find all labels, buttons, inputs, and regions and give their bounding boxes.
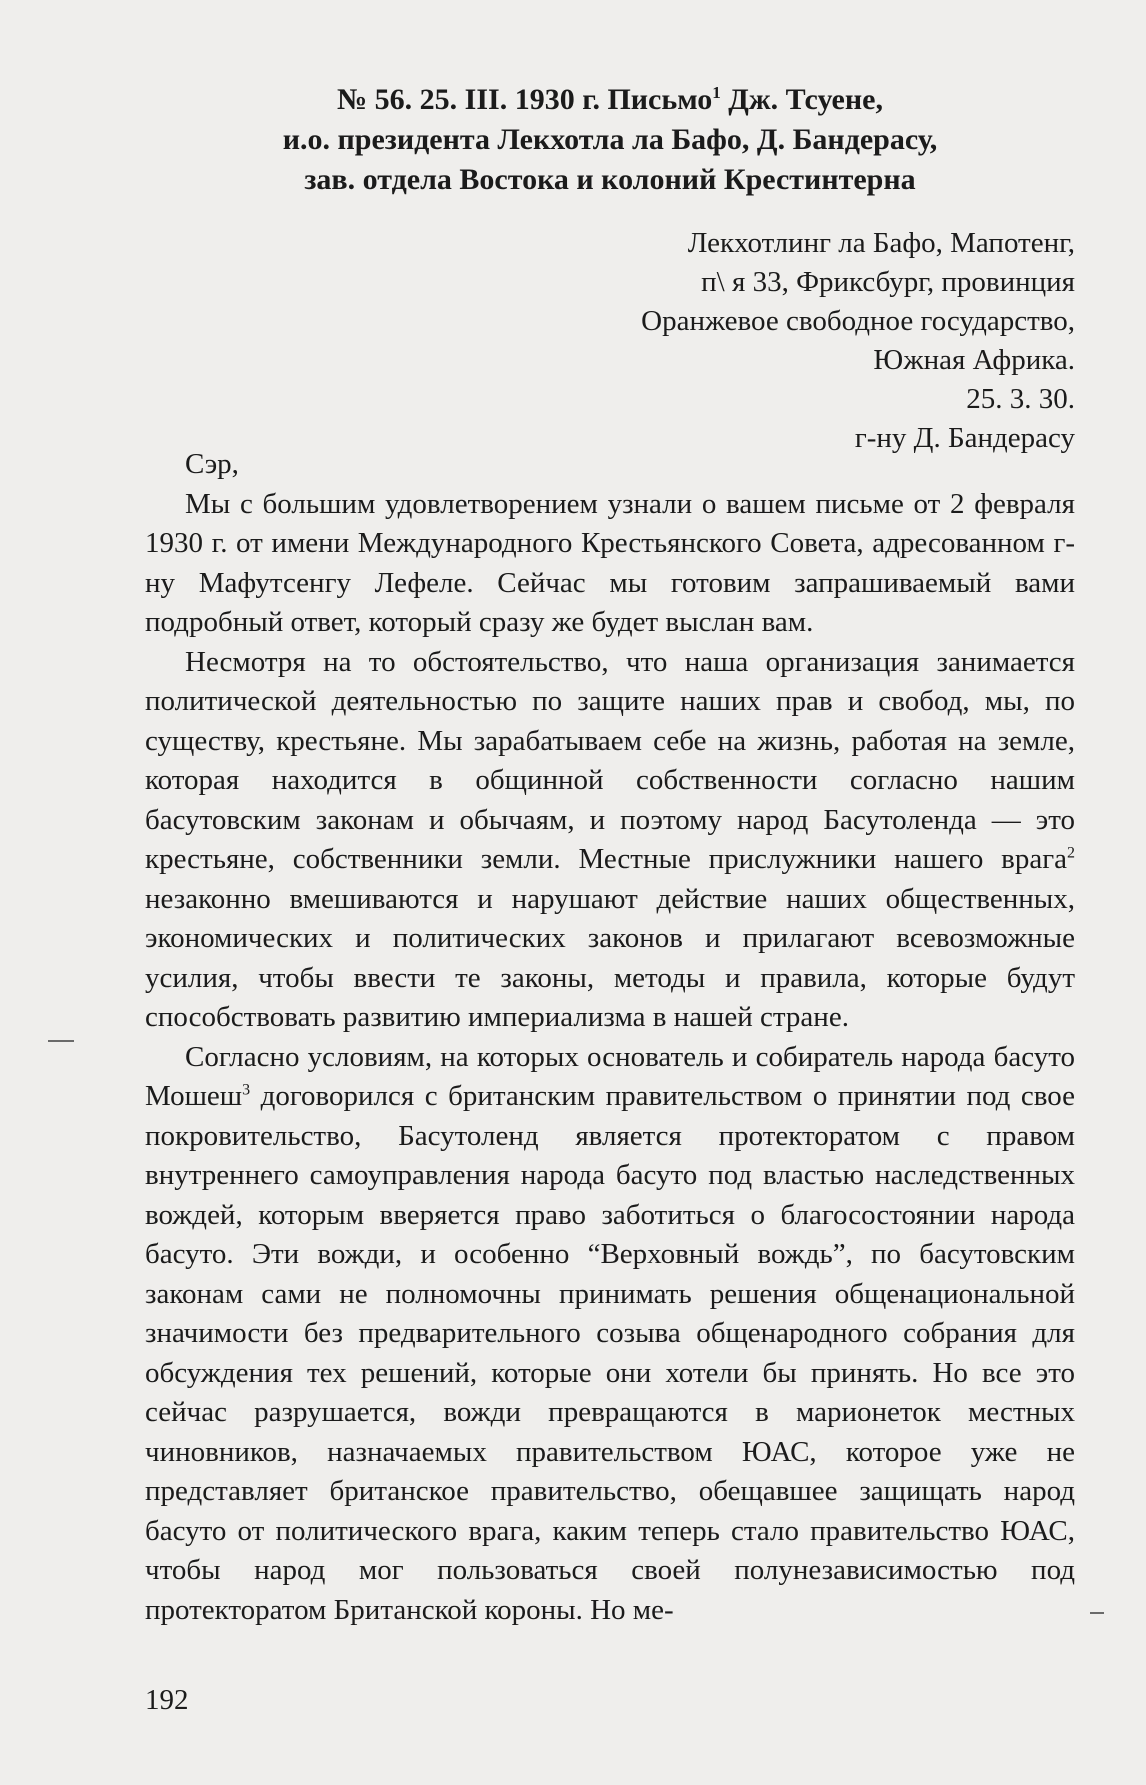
letter-recipient: г-ну Д. Бандерасу [854, 422, 1075, 454]
heading-line-1-text: № 56. 25. III. 1930 г. Письмо [337, 83, 713, 116]
paragraph-2 [145, 643, 1075, 1038]
footnote-ref-3: 3 [242, 1081, 251, 1099]
paragraph-2-text-b: незаконно вмешиваются и нарушают действие наших общественных, экономических и политических законов и прилагают всевозможные усилия, чтобы ввести те законы, методы и правила, которые будут способствовать развитию империализма в нашей стране. [145, 882, 1075, 1033]
salutation: Сэр, [185, 448, 239, 480]
margin-mark [48, 1040, 74, 1042]
footnote-ref-1: 1 [712, 83, 721, 102]
paragraph-3-text-b: договорился с британским правительством о принятии под свое покровительство, Басутоленд является протекторатом с правом внутреннего самоуправления народа басуто под властью наследственных вождей, которым вверяется право заботиться о благосостоянии народа басуто. Эти вожди, и особенно “Верховный вождь”, по басутовским законам сами не полномочны принимать решения общенациональной значимости без предварительного созыва общенародного собрания для обсуждения тех решений, которые они хотели бы принять. Но все это сейчас разрушается, вожди превращаются в марионеток местных чиновников, назначаемых правительством ЮАС, которое уже не представляет британское правительство, обещавшее защищать народ басуто от политического врага, каким теперь стало правительство ЮАС, чтобы народ мог пользоваться своей полунезависимостью под протекторатом Британской короны. Но ме- [145, 1080, 1075, 1626]
page-number: 192 [145, 1684, 189, 1716]
letter-address-block [460, 224, 1075, 458]
address-line: Лекхотлинг ла Бафо, Мапотенг, [687, 227, 1075, 259]
margin-mark [1090, 1612, 1104, 1614]
address-line: Оранжевое свободное государство, [641, 305, 1075, 337]
paragraph-2-text-a: Несмотря на то обстоятельство, что наша организация занимается политической деятельностью по защите наших прав и свобод, мы, по существу, крестьяне. Мы зарабатываем себе на жизнь, работая на земле, которая находится в общинной собственности согласно нашим басутовским законам и обычаям, и поэтому народ Басутоленда — это крестьяне, собственники земли. Местные прислужники нашего врага [145, 645, 1075, 875]
heading-line-2: и.о. президента Лекхотла ла Бафо, Д. Бандерасу, [282, 123, 938, 156]
paragraph-3 [145, 1038, 1075, 1631]
paragraph-1: Мы с большим удовлетворением узнали о вашем письме от 2 февраля 1930 г. от имени Международного Крестьянского Совета, адресованном г-ну Мафутсенгу Лефеле. Сейчас мы готовим запрашиваемый вами подробный ответ, который сразу же будет выслан вам. [145, 487, 1075, 638]
document-heading [200, 80, 1020, 200]
paragraph-3-text-a: Согласно условиям, на которых основатель и собиратель народа басуто Мошеш [145, 1040, 1075, 1112]
address-line: Южная Африка. [873, 344, 1075, 376]
letter-date: 25. 3. 30. [966, 383, 1075, 415]
heading-line-3: зав. отдела Востока и колоний Крестинтерна [304, 163, 916, 196]
heading-line-1-tail: Дж. Тсуене, [720, 83, 883, 116]
address-line: п\ я 33, Фриксбург, провинция [701, 266, 1075, 298]
letter-body [145, 445, 1075, 1630]
heading-line-1 [200, 80, 1020, 120]
footnote-ref-2: 2 [1067, 844, 1075, 862]
